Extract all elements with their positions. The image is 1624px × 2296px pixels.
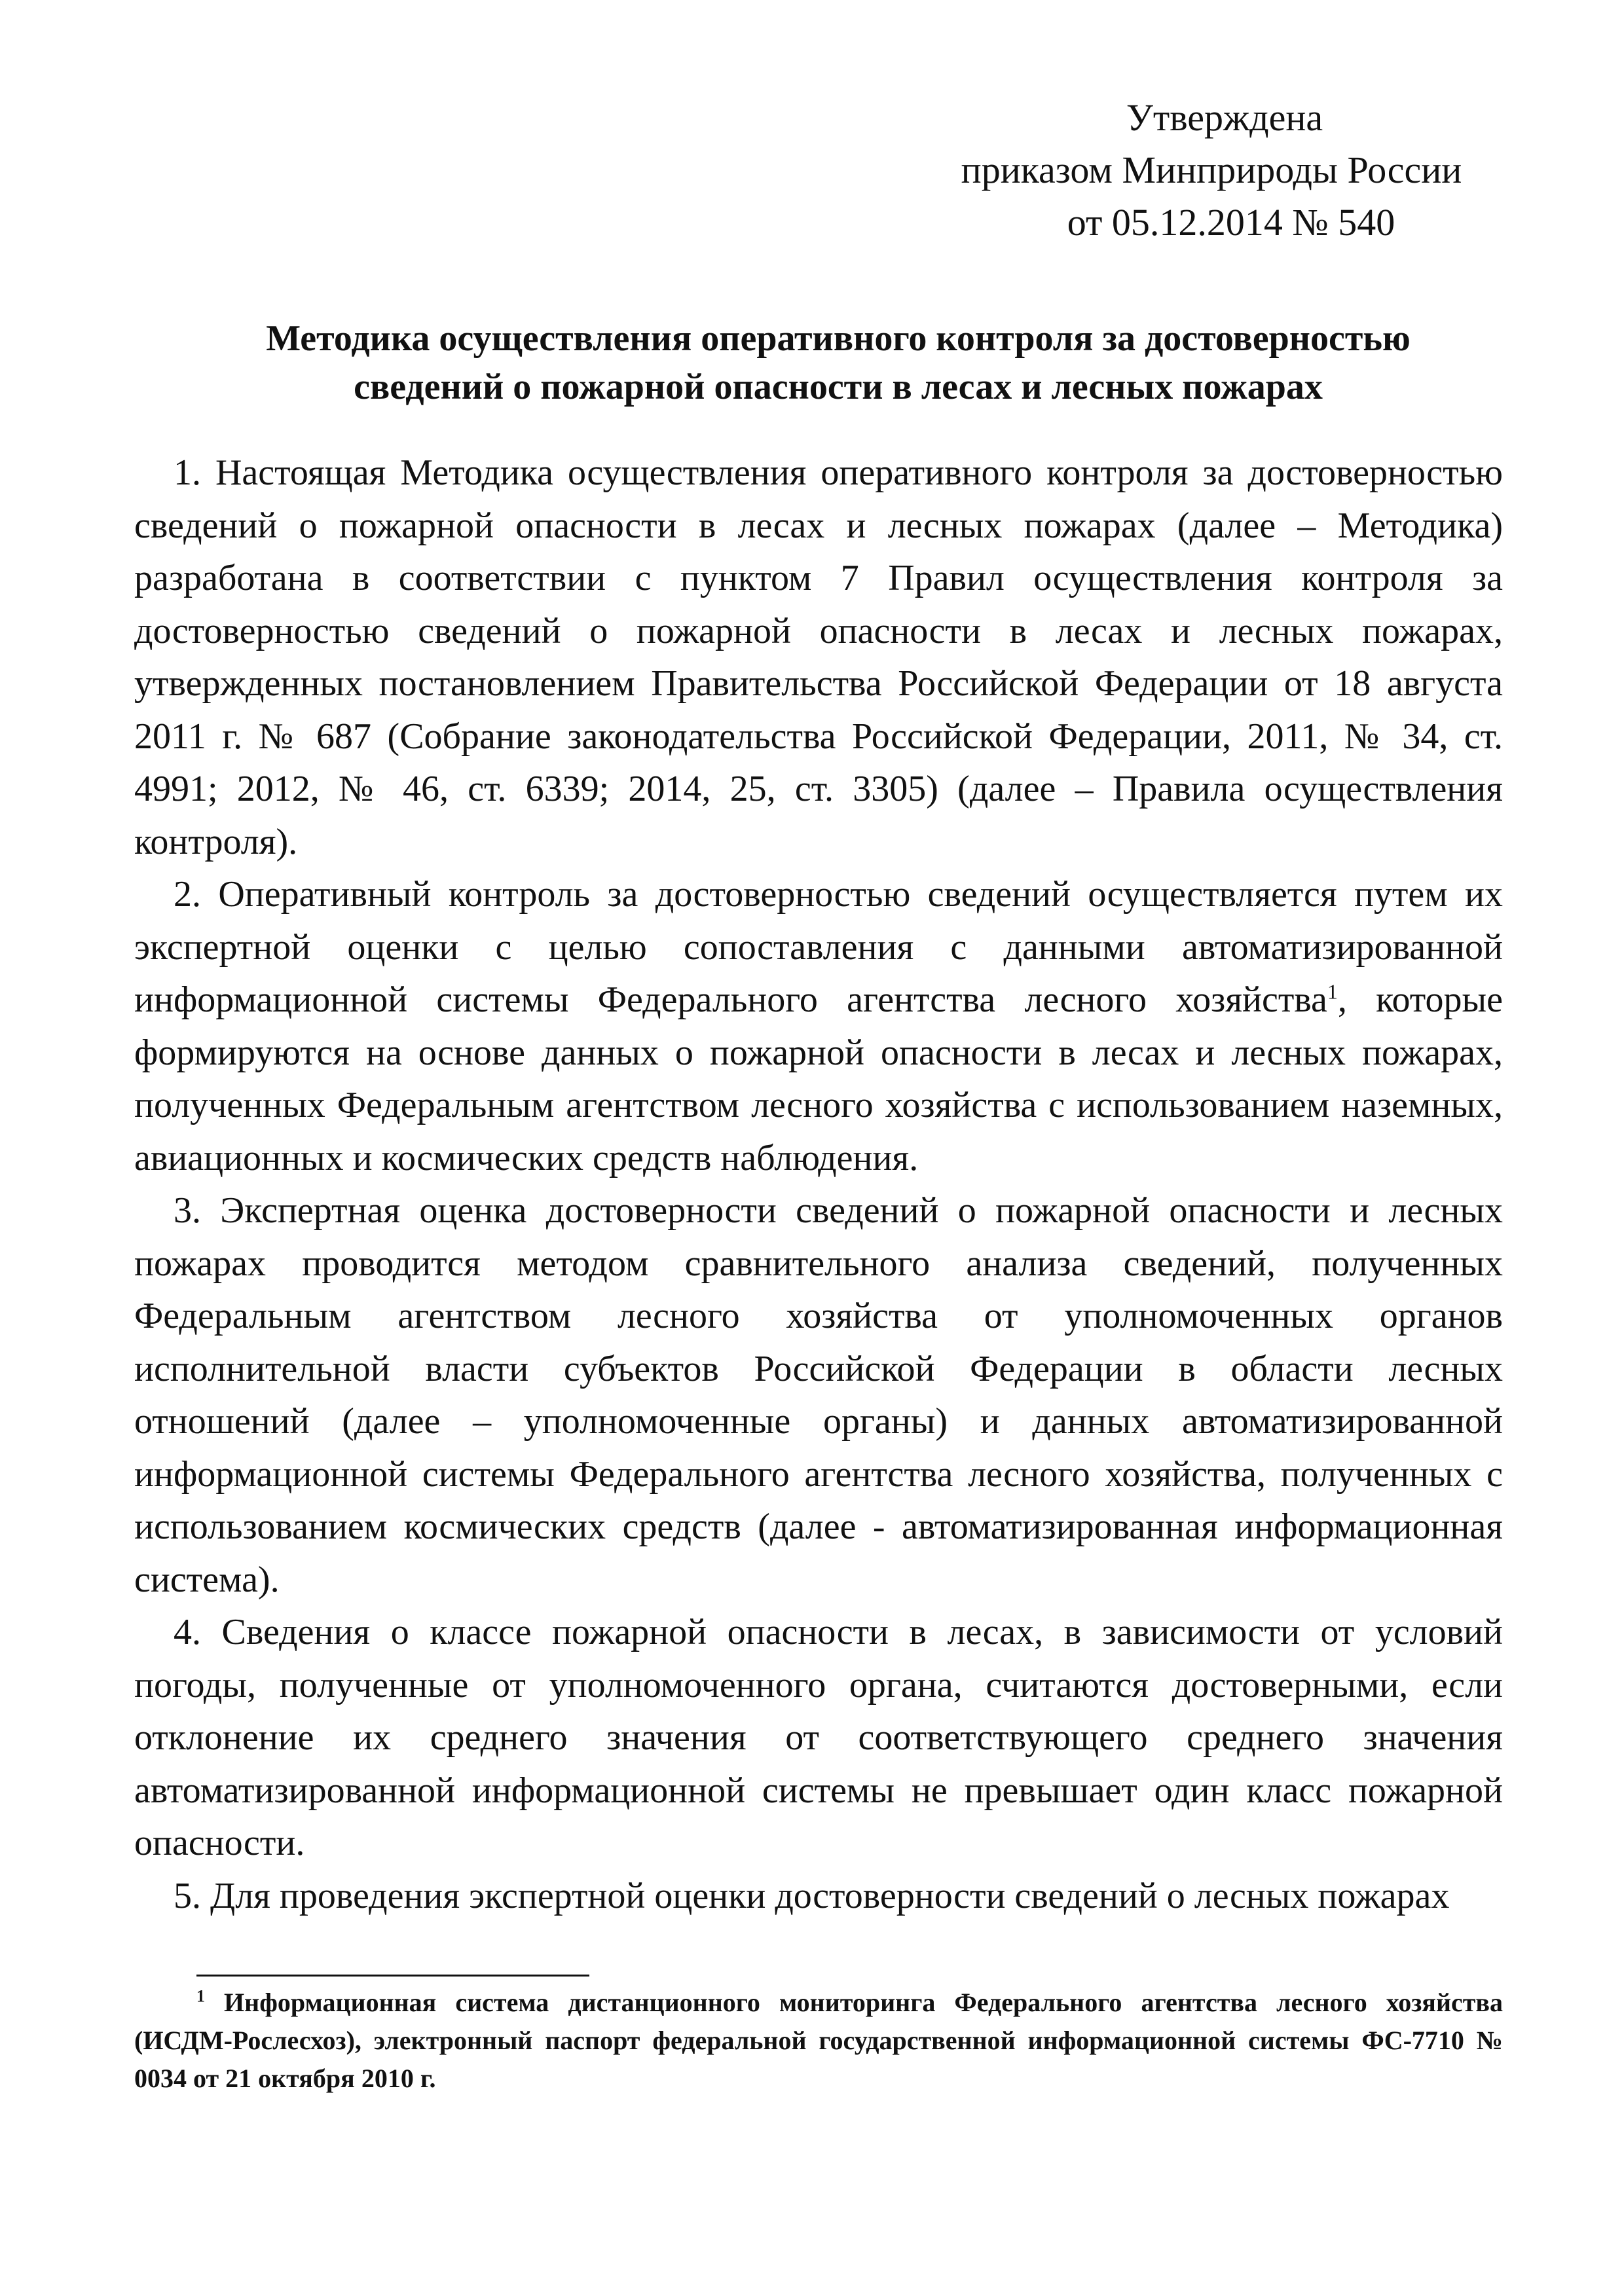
title-line-2: сведений о пожарной опасности в лесах и лесных пожарах xyxy=(354,367,1323,407)
footnote-text: Информационная система дистанционного мониторинга Федерального агентства лесного хозяйства (ИСДМ-Рослесхоз), электронный паспорт федеральной государственной информационной системы ФС-7710 № 0034 от 21 октября 2010 г. xyxy=(134,1988,1503,2093)
paragraph-3: 3. Экспертная оценка достоверности сведений о пожарной опасности и лесных пожарах проводится методом сравнительного анализа сведений, полученных Федеральным агентством лесного хозяйства от уполномоченных органов исполнительной власти субъектов Российской Федерации в области лесных отношений (далее – уполномоченные органы) и данных автоматизированной информационной системы Федерального агентства лесного хозяйства, полученных с использованием космических средств (далее - автоматизированная информационная система). xyxy=(134,1190,1503,1600)
paragraph-5: 5. Для проведения экспертной оценки достоверности сведений о лесных пожарах xyxy=(174,1875,1450,1916)
footnote xyxy=(134,1984,1503,2098)
paragraph-2 xyxy=(134,868,1503,1184)
paragraph-2-text-end: , которые формируются на основе данных о пожарной опасности в лесах и лесных пожарах, полученных Федеральным агентством лесного хозяйства с использованием наземных, авиационных и космических средств наблюдения. xyxy=(134,979,1504,1178)
approval-line-approved: Утверждена xyxy=(1126,96,1323,139)
paragraph-1: 1. Настоящая Методика осуществления оперативного контроля за достоверностью сведений о пожарной опасности в лесах и лесных пожарах (далее – Методика) разработана в соответствии с пунктом 7 Правил осуществления контроля за достоверностью сведений о пожарной опасности в лесах и лесных пожарах, утвержденных постановлением Правительства Российской Федерации от 18 августа 2011 г. № 687 (Собрание законодательства Российской Федерации, 2011, № 34, ст. 4991; 2012, № 46, ст. 6339; 2014, 25, ст. 3305) (далее – Правила осуществления контроля). xyxy=(134,452,1503,862)
footnote-marker: 1 xyxy=(196,1986,205,2006)
approval-block xyxy=(917,92,1506,249)
footnote-divider xyxy=(196,1975,589,1977)
document-title xyxy=(210,314,1467,411)
document-body xyxy=(134,446,1503,1922)
paragraph-2-text-start: 2. Оперативный контроль за достоверностью сведений осуществляется путем их экспертной оценки с целью сопоставления с данными автоматизированной информационной системы Федерального агентства лесного хозяйства xyxy=(134,874,1503,1020)
approval-line-date: от 05.12.2014 № 540 xyxy=(1067,201,1395,244)
title-line-1: Методика осуществления оперативного контроля за достоверностью xyxy=(266,318,1411,359)
footnote-reference: 1 xyxy=(1327,979,1338,1004)
paragraph-4: 4. Сведения о классе пожарной опасности в лесах, в зависимости от условий погоды, полученные от уполномоченного органа, считаются достоверными, если отклонение их среднего значения от соответствующего среднего значения автоматизированной информационной системы не превышает один класс пожарной опасности. xyxy=(134,1612,1503,1863)
approval-line-order: приказом Минприроды России xyxy=(961,149,1462,191)
